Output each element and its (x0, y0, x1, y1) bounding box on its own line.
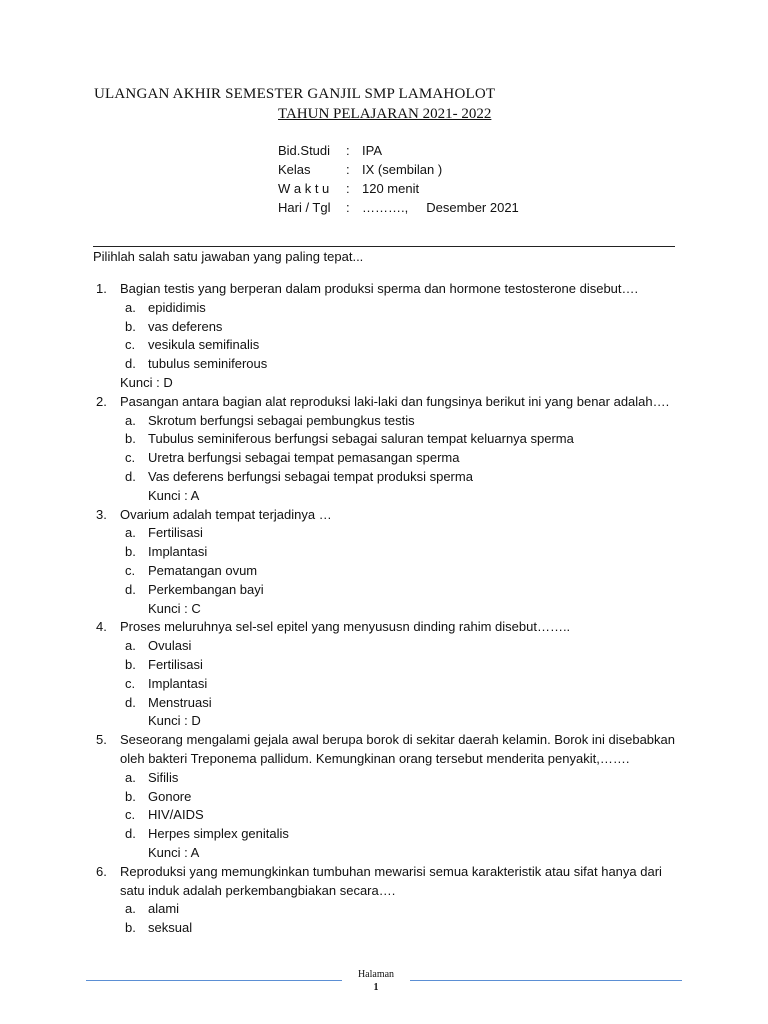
answer-option (120, 562, 686, 581)
option-text: Herpes simplex genitalis (148, 826, 289, 842)
option-letter: b. (125, 544, 136, 560)
answer-option (120, 788, 686, 807)
option-letter: a. (125, 412, 136, 428)
option-letter: b. (125, 788, 136, 804)
footer-divider-right (410, 980, 682, 981)
info-row-time (278, 179, 519, 198)
footer-divider-left (86, 980, 342, 981)
answer-option (120, 675, 686, 694)
answer-option (120, 430, 686, 449)
answer-option (120, 318, 686, 337)
option-letter: b. (125, 656, 136, 672)
info-value: 120 menit (362, 181, 420, 196)
option-text: tubulus seminiferous (148, 356, 268, 372)
option-letter: d. (125, 468, 136, 484)
question-number: 6. (96, 863, 107, 879)
option-text: Menstruasi (148, 694, 212, 710)
option-text: Gonore (148, 788, 192, 804)
answer-key: Kunci : D (120, 374, 173, 390)
question-text: Pasangan antara bagian alat reproduksi laki-laki dan fungsinya berikut ini yang benar adalah…. (120, 393, 670, 409)
info-label: W a k t u (278, 181, 330, 196)
answer-option (120, 637, 686, 656)
option-text: Perkembangan bayi (148, 581, 264, 597)
option-text: vas deferens (148, 318, 223, 334)
option-letter: a. (125, 769, 136, 785)
option-text: epididimis (148, 299, 206, 315)
header-divider (93, 246, 675, 247)
option-text: Pematangan ovum (148, 562, 258, 578)
option-text: Implantasi (148, 675, 208, 691)
option-letter: d. (125, 581, 136, 597)
question-text: Reproduksi yang memungkinkan tumbuhan mewarisi semua karakteristik atau sifat hanya dari satu induk adalah perkembangbiakan secara…. (120, 863, 662, 898)
answer-option (120, 919, 686, 938)
option-letter: a. (125, 638, 136, 654)
page-label: Halaman (357, 969, 395, 980)
info-value: IX (sembilan ) (362, 162, 443, 177)
page-footer (342, 968, 410, 994)
answer-option (120, 825, 686, 844)
exam-title: ULANGAN AKHIR SEMESTER GANJIL SMP LAMAHOLOT (94, 86, 496, 102)
question-number: 1. (96, 281, 107, 296)
info-label: Hari / Tgl (278, 200, 331, 215)
answer-option (120, 524, 686, 543)
question-item (96, 506, 686, 619)
exam-info-block (278, 141, 519, 217)
answer-option (120, 412, 686, 431)
info-separator: : (346, 143, 350, 158)
info-separator: : (346, 162, 350, 177)
option-text: vesikula semifinalis (148, 337, 260, 353)
option-letter: b. (125, 920, 136, 936)
option-letter: c. (125, 807, 136, 823)
answer-key: Kunci : D (148, 713, 201, 729)
info-value: IPA (362, 143, 382, 158)
option-letter: d. (125, 694, 136, 710)
option-letter: a. (125, 525, 136, 541)
page-number: 1 (373, 982, 379, 993)
option-letter: a. (125, 901, 136, 917)
answer-option (120, 806, 686, 825)
question-text: Seseorang mengalami gejala awal berupa borok di sekitar daerah kelamin. Borok ini disebabkan oleh bakteri Treponema pallidum. Kemungkinan orang tersebut menderita penyakit,……. (120, 732, 675, 766)
option-text: Tubulus seminiferous berfungsi sebagai saluran tempat keluarnya sperma (148, 431, 574, 447)
option-letter: b. (125, 318, 136, 334)
option-letter: c. (125, 337, 136, 353)
option-text: HIV/AIDS (148, 807, 204, 823)
option-letter: a. (125, 299, 136, 315)
answer-option (120, 900, 686, 919)
option-letter: c. (125, 450, 136, 466)
option-text: Sifilis (148, 769, 179, 785)
answer-option (120, 769, 686, 788)
question-number: 2. (96, 393, 107, 409)
info-separator: : (346, 200, 350, 215)
question-number: 4. (96, 619, 107, 635)
option-text: Fertilisasi (148, 525, 203, 541)
info-row-subject (278, 141, 519, 160)
question-item (96, 393, 686, 506)
question-item (96, 280, 686, 393)
answer-option (120, 543, 686, 562)
answer-option (120, 449, 686, 468)
answer-option (120, 355, 686, 374)
option-text: seksual (148, 920, 193, 936)
option-text: Implantasi (148, 544, 208, 560)
option-letter: d. (125, 356, 136, 372)
question-text: Proses meluruhnya sel-sel epitel yang menyususn dinding rahim disebut…….. (120, 619, 571, 635)
answer-key: Kunci : C (148, 600, 201, 616)
school-year-title: TAHUN PELAJARAN 2021- 2022 (278, 106, 492, 122)
info-separator: : (346, 181, 350, 196)
question-list (96, 280, 686, 938)
question-text: Ovarium adalah tempat terjadinya … (120, 506, 332, 522)
option-letter: b. (125, 431, 136, 447)
option-text: Vas deferens berfungsi sebagai tempat produksi sperma (148, 468, 473, 484)
answer-option (120, 299, 686, 318)
info-row-date (278, 198, 519, 217)
option-letter: d. (125, 826, 136, 842)
answer-option (120, 656, 686, 675)
answer-key: Kunci : A (148, 844, 200, 860)
option-text: Skrotum berfungsi sebagai pembungkus testis (148, 412, 415, 428)
instruction-text: Pilihlah salah satu jawaban yang paling tepat... (93, 249, 364, 264)
question-item (96, 863, 686, 938)
question-number: 5. (96, 732, 107, 748)
option-text: Fertilisasi (148, 656, 203, 672)
question-number: 3. (96, 506, 107, 522)
question-text: Bagian testis yang berperan dalam produksi sperma dan hormone testosterone disebut…. (120, 281, 639, 296)
option-text: Uretra berfungsi sebagai tempat pemasangan sperma (148, 450, 460, 466)
info-label: Kelas (278, 162, 311, 177)
answer-option (120, 581, 686, 600)
info-value: ………., Desember 2021 (362, 200, 519, 215)
info-row-class (278, 160, 519, 179)
option-text: Ovulasi (148, 638, 192, 654)
answer-key: Kunci : A (148, 487, 200, 503)
answer-option (120, 468, 686, 487)
option-letter: c. (125, 675, 136, 691)
answer-option (120, 336, 686, 355)
option-text: alami (148, 901, 180, 917)
question-item (96, 731, 686, 863)
answer-option (120, 694, 686, 713)
option-letter: c. (125, 562, 136, 578)
question-item (96, 618, 686, 731)
info-label: Bid.Studi (278, 143, 331, 158)
